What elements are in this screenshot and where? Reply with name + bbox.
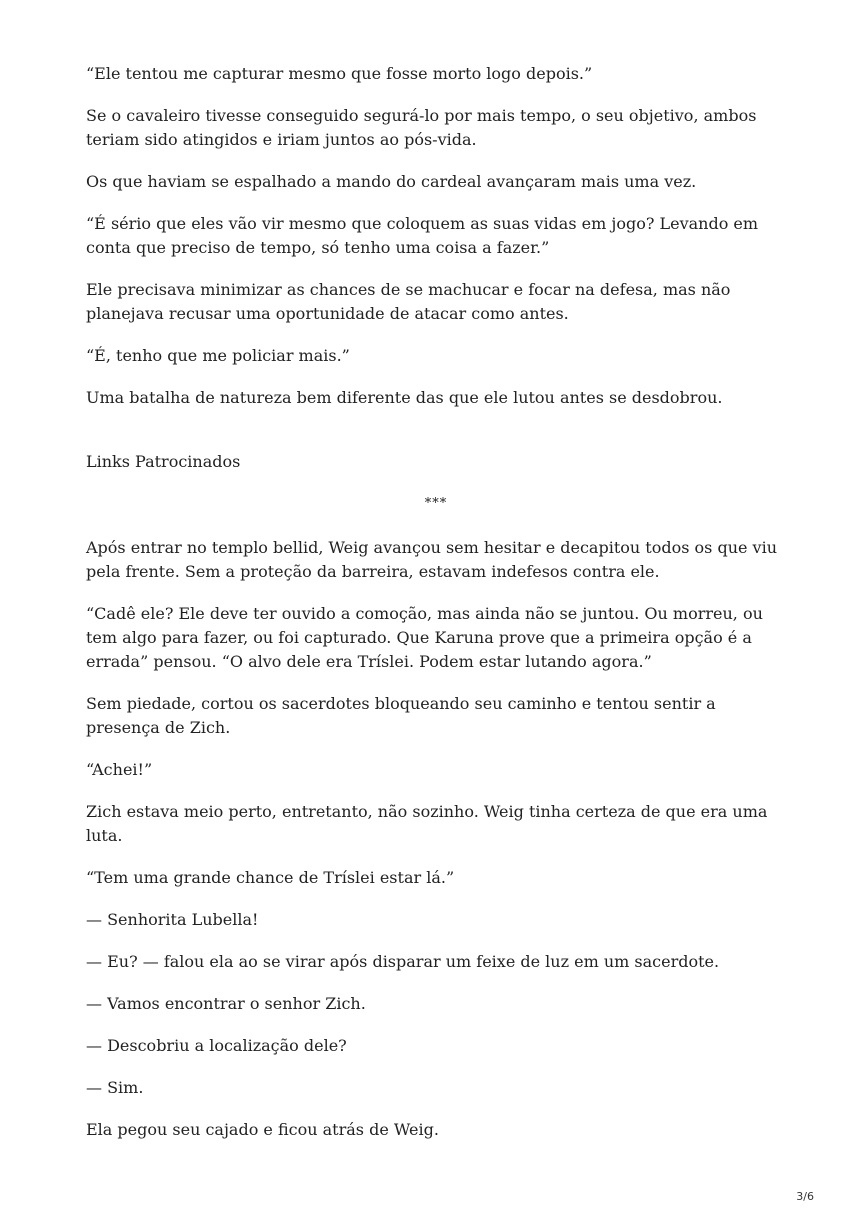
- section-2: [86, 536, 786, 1142]
- paragraph: — Sim.: [86, 1078, 144, 1097]
- paragraph: Após entrar no templo bellid, Weig avançou sem hesitar e decapitou todos os que viu pela frente. Sem a proteção da barreira, estavam indefesos contra ele.: [86, 538, 778, 581]
- paragraph: “É sério que eles vão vir mesmo que coloquem as suas vidas em jogo? Levando em conta que preciso de tempo, só tenho uma coisa a fazer.”: [86, 214, 759, 257]
- document-page: [86, 62, 786, 1160]
- paragraph: — Eu? — falou ela ao se virar após disparar um feixe de luz em um sacerdote.: [86, 952, 720, 971]
- sponsored-links-label[interactable]: Links Patrocinados: [86, 452, 241, 471]
- paragraph: Ele precisava minimizar as chances de se machucar e focar na defesa, mas não planejava recusar uma oportunidade de atacar como antes.: [86, 280, 731, 323]
- paragraph: — Vamos encontrar o senhor Zich.: [86, 994, 366, 1013]
- paragraph: Uma batalha de natureza bem diferente das que ele lutou antes se desdobrou.: [86, 388, 723, 407]
- paragraph: — Descobriu a localização dele?: [86, 1036, 347, 1055]
- paragraph: “Tem uma grande chance de Tríslei estar lá.”: [86, 868, 455, 887]
- paragraph: Ela pegou seu cajado e ficou atrás de Weig.: [86, 1120, 439, 1139]
- paragraph: Zich estava meio perto, entretanto, não sozinho. Weig tinha certeza de que era uma luta.: [86, 802, 768, 845]
- paragraph: — Senhorita Lubella!: [86, 910, 259, 929]
- page-number: 3/6: [796, 1190, 814, 1203]
- paragraph: Os que haviam se espalhado a mando do cardeal avançaram mais uma vez.: [86, 172, 697, 191]
- section-1: [86, 62, 786, 410]
- paragraph: Sem piedade, cortou os sacerdotes bloqueando seu caminho e tentou sentir a presença de Zich.: [86, 694, 716, 737]
- paragraph: “Achei!”: [86, 760, 153, 779]
- spacer: [86, 428, 786, 450]
- section-divider: ***: [424, 496, 448, 511]
- paragraph: “Cadê ele? Ele deve ter ouvido a comoção, mas ainda não se juntou. Ou morreu, ou tem algo para fazer, ou foi capturado. Que Karuna prove que a primeira opção é a errada” pensou. “O alvo dele era Tríslei. Podem estar lutando agora.”: [86, 604, 763, 671]
- paragraph: Se o cavaleiro tivesse conseguido segurá-lo por mais tempo, o seu objetivo, ambos teriam sido atingidos e iriam juntos ao pós-vida.: [86, 106, 757, 149]
- paragraph: “Ele tentou me capturar mesmo que fosse morto logo depois.”: [86, 64, 593, 83]
- paragraph: “É, tenho que me policiar mais.”: [86, 346, 350, 365]
